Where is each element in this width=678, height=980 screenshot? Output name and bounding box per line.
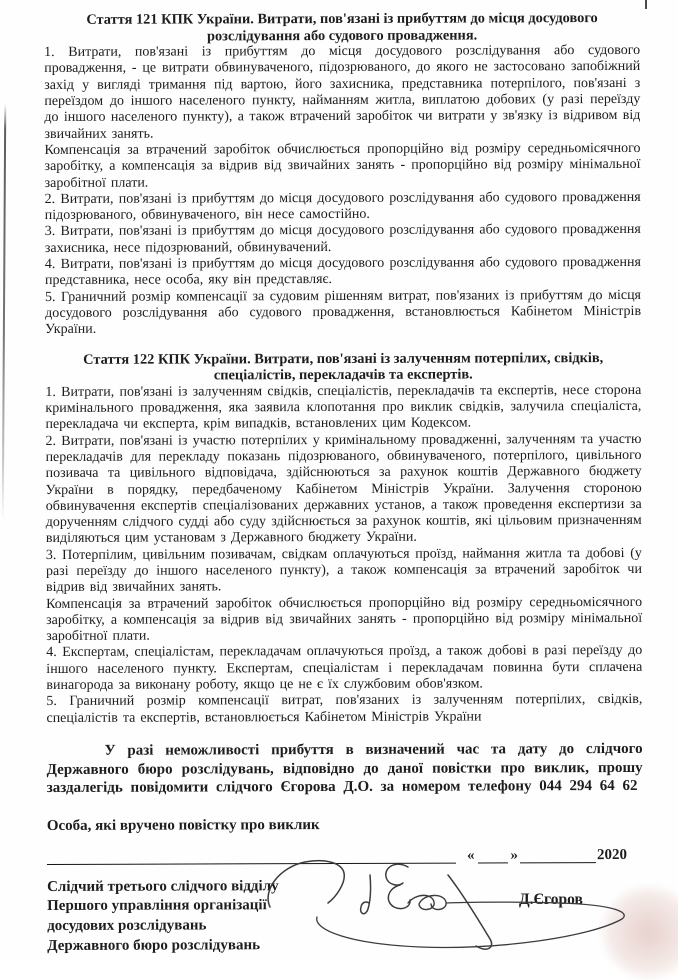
scan-corner-mark xyxy=(645,0,647,9)
signature-date-line xyxy=(47,843,643,865)
article-121-title: Стаття 121 КПК України. Витрати, пов'язані із прибуттям до місця досудового розслідування або судового провадження. xyxy=(86,10,598,45)
article-122-paragraph-1: 1. Витрати, пов'язані із залученням свідків, спеціалістів, перекладачів та експертів, несе сторона кримінального провадження, яка заявила клопотання про виклик свідків, залучила спеціаліста, перекладача чи експерта, крім випадків, встановлених цим Кодексом. xyxy=(45,382,642,433)
no-show-notice: У разі неможливості прибуття в визначений час та дату до слідчого Державного бюро розслідувань, відповідно до даної повістки про виклик, прошу заздалегідь повідомити слідчого Єгорова Д.О. за номером телефону 044 294 64 62 xyxy=(46,740,643,797)
article-121-paragraph-2: Компенсація за втрачений заробіток обчислюється пропорційно від розміру середньомісячного заробітку, а компенсація за відрив від звичайних занять - пропорційно від розміру мінімальної заробітної плати. xyxy=(44,140,641,191)
article-121-paragraph-1: 1. Витрати, пов'язані із прибуттям до місця досудового розслідування або судового провадження, - це витрати обвинуваченого, підозрюваного, до якого не застосовано запобіжний захід у вигляді тримання під вартою, його захисника, представника потерпілого, пов'язані з переїздом до іншого населеного пункту, найманням житла, виплатою добових (у разі переїзду до іншого населеного пункту), а також втрачений заробіток чи витрати у зв'язку із відривом від звичайних занять. xyxy=(44,43,641,142)
served-person-label: Особа, які вручено повістку про виклик xyxy=(46,816,320,834)
article-121-paragraph-6: 5. Граничний розмір компенсації за судовим рішенням витрат, пов'язаних із прибуттям до місця досудового розслідування або судового провадження, встановлюється Кабінетом Міністрів України. xyxy=(44,287,642,338)
article-122-paragraph-4: Компенсація за втрачений заробіток обчислюється пропорційно від розміру середньомісячного заробітку, а компенсація за відрив від звичайних занять - пропорційно від розміру мінімальної заробітної плати. xyxy=(46,594,643,645)
name-fill-line xyxy=(47,844,456,864)
signer-title-line-2: Першого управління організації xyxy=(47,897,267,915)
article-121-paragraph-3: 2. Витрати, пов'язані із прибуттям до місця досудового розслідування або судового провадження підозрюваного, обвинуваченого, він несе самостійно. xyxy=(44,189,641,224)
signer-title-line-1: Слідчий третього слідчого відділу xyxy=(47,877,279,895)
document-content xyxy=(44,10,643,956)
signer-title-line-4: Державного бюро розслідувань xyxy=(47,936,261,954)
open-quote: « xyxy=(466,847,475,864)
scan-edge-line xyxy=(2,104,7,522)
article-122-paragraph-6: 5. Граничний розмір компенсації витрат, пов'язаних із залученням потерпілих, свідків, спеціалістів та експертів, встановлюється Кабінетом Міністрів України xyxy=(46,692,643,726)
article-122-paragraph-2: 2. Витрати, пов'язані із участю потерпілих у кримінальному провадженні, залученням та участю перекладачів для перекладу показань підозрюваного, обвинуваченого, потерпілого, цивільного позивача та цивільного відповідача, здійснюються за рахунок коштів Державного бюджету України в порядку, передбаченому Кабінетом Міністрів України. Залучення стороною обвинувачення експертів спеціалізованих державних установ, а також проведення експертизи за дорученням слідчого судді або суду здійснюється за рахунок коштів, які цільовим призначенням виділяються цим установам з Державного бюджету України. xyxy=(45,431,642,547)
article-122-paragraph-5: 4. Експертам, спеціалістам, перекладачам оплачуються проїзд, а також добові в разі переїзду до іншого населеного пункту. Експертам, спеціалістам і перекладачам повинна бути сплачена винагорода за виконану роботу, якщо це не є їх службовим обов'язком. xyxy=(46,643,643,694)
signer-title-line-3: досудових розслідувань xyxy=(47,917,207,934)
signer-name: Д.Єгоров xyxy=(519,891,583,908)
article-121-paragraph-4: 3. Витрати, пов'язані із прибуттям до місця досудового розслідування або судового провадження захисника, несе підозрюваний, обвинувачений. xyxy=(44,222,641,256)
signer-block xyxy=(47,876,643,956)
article-121-paragraph-5: 4. Витрати, пов'язані із прибуттям до місця досудового розслідування або судового провадження представника, несе особа, яку він представляє. xyxy=(44,254,641,289)
month-fill-line xyxy=(520,844,596,863)
article-122-title: Стаття 122 КПК України. Витрати, пов'язані із залученням потерпілих, свідків, спеціалістів, перекладачів та експертів. xyxy=(83,349,604,384)
close-quote: » xyxy=(510,847,518,864)
day-fill-line xyxy=(477,844,507,863)
article-122-paragraph-3: 3. Потерпілим, цивільним позивачам, свідкам оплачуються проїзд, наймання житла та добові (у разі переїзду до іншого населеного пункту), а також компенсація за втрачений заробіток чи відрив від звичайних занять. xyxy=(45,545,642,596)
year-label: 2020 xyxy=(596,846,627,863)
